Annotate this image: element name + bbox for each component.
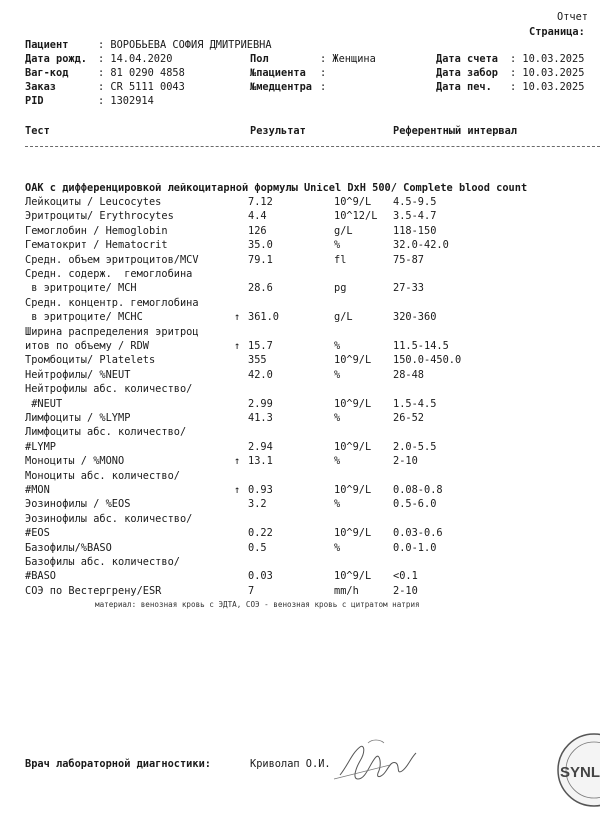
abnormal-flag: ↑ <box>234 484 241 496</box>
result-value: 42.0 <box>248 368 273 381</box>
test-name: Нейтрофилы/ %NEUT <box>25 368 131 381</box>
result-value: 3.2 <box>248 498 267 511</box>
test-name: #LYMP <box>25 440 56 453</box>
test-name: Ширина распределения эритроц <box>25 325 199 338</box>
test-name: Эозинофилы абс. количество/ <box>25 512 193 525</box>
reference-range: 75-87 <box>393 253 424 266</box>
unit: fl <box>334 253 347 266</box>
result-value: 0.93 <box>248 484 273 496</box>
material-note: материал: венозная кровь с ЭДТА, СОЭ - венозная кровь с цитратом натрия <box>95 600 420 609</box>
test-name: #BASO <box>25 570 56 583</box>
column-result: Результат <box>250 125 306 137</box>
result-value: 361.0 <box>248 311 279 324</box>
test-name: СОЭ по Вестергрену/ESR <box>25 584 162 597</box>
section-title: ОАК с дифференцировкой лейкоцитарной формулы Unicel DxH 500/ Complete blood count <box>25 183 528 194</box>
doctor-label: Врач лабораторной диагностики: <box>25 758 211 770</box>
test-name: #EOS <box>25 527 50 540</box>
patient-number-value: : <box>320 67 327 79</box>
abnormal-flag: ↑ <box>234 311 241 324</box>
column-test: Тест <box>25 125 50 137</box>
test-name: Базофилы/%BASO <box>25 541 112 554</box>
invoice-date-label: Дата счета <box>436 53 498 65</box>
test-name: в эритроците/ MCHC <box>25 311 143 324</box>
test-name: #NEUT <box>25 397 63 410</box>
patient-name-value: : ВОРОБЬЕВА СОФИЯ ДМИТРИЕВНА <box>98 39 272 51</box>
unit: 10^12/L <box>334 210 378 223</box>
result-value: 7.12 <box>248 196 273 208</box>
reference-range: 2.0-5.5 <box>393 440 437 453</box>
print-date-value: : 10.03.2025 <box>510 81 585 93</box>
unit: % <box>334 498 341 511</box>
test-name: Лимфоциты абс. количество/ <box>25 426 187 439</box>
reference-range: 32.0-42.0 <box>393 239 449 252</box>
test-name: Средн. содерж. гемоглобина <box>25 268 193 280</box>
reference-range: 4.5-9.5 <box>393 196 437 208</box>
test-name: Базофилы абс. количество/ <box>25 556 180 568</box>
reference-range: 2-10 <box>393 455 418 468</box>
unit: % <box>334 541 341 554</box>
reference-range: 0.03-0.6 <box>393 527 443 540</box>
test-name: в эритроците/ MCH <box>25 282 137 295</box>
print-date-label: Дата печ. <box>436 81 492 93</box>
sex-label: Пол <box>250 53 269 65</box>
result-value: 0.22 <box>248 527 273 540</box>
test-name: Моноциты / %MONO <box>25 455 125 468</box>
reference-range: 1.5-4.5 <box>393 397 437 410</box>
test-name: Средн. концентр. гемоглобина <box>25 296 199 309</box>
reference-range: 11.5-14.5 <box>393 340 449 352</box>
reference-range: <0.1 <box>393 570 418 583</box>
sex-value: : Женщина <box>320 53 376 65</box>
unit: 10^9/L <box>334 484 372 496</box>
result-value: 41.3 <box>248 412 273 424</box>
unit: % <box>334 340 341 352</box>
barcode-label: Ваг-код <box>25 67 69 79</box>
unit: pg <box>334 282 347 295</box>
unit: 10^9/L <box>334 397 372 410</box>
reference-range: 2-10 <box>393 584 418 597</box>
dob-value: : 14.04.2020 <box>98 53 173 65</box>
unit: % <box>334 455 341 468</box>
reference-range: 0.0-1.0 <box>393 541 437 554</box>
unit: 10^9/L <box>334 527 372 540</box>
page-label: Страница: <box>529 26 585 38</box>
result-value: 79.1 <box>248 253 273 266</box>
test-name: Лимфоциты / %LYMP <box>25 412 131 424</box>
pid-label: PID <box>25 95 44 107</box>
result-value: 355 <box>248 354 267 367</box>
reference-range: 320-360 <box>393 311 437 324</box>
result-value: 15.7 <box>248 340 273 352</box>
order-label: Заказ <box>25 81 56 93</box>
test-name: Моноциты абс. количество/ <box>25 469 180 482</box>
invoice-date-value: : 10.03.2025 <box>510 53 585 65</box>
test-name: Нейтрофилы абс. количество/ <box>25 383 193 396</box>
reference-range: 118-150 <box>393 224 437 237</box>
result-value: 7 <box>248 584 255 597</box>
lab-stamp <box>552 730 600 810</box>
test-name: Эритроциты/ Erythrocytes <box>25 210 174 223</box>
center-number-label: №медцентра <box>250 81 312 93</box>
reference-range: 26-52 <box>393 412 424 424</box>
test-name: итов по объему / RDW <box>25 340 149 352</box>
result-value: 35.0 <box>248 239 273 252</box>
reference-range: 150.0-450.0 <box>393 354 462 367</box>
test-name: Эозинофилы / %EOS <box>25 498 131 511</box>
patient-name-label: Пациент <box>25 39 69 51</box>
reference-range: 0.08-0.8 <box>393 484 443 496</box>
reference-range: 3.5-4.7 <box>393 210 437 223</box>
result-value: 4.4 <box>248 210 267 223</box>
unit: 10^9/L <box>334 570 372 583</box>
reference-range: 28-48 <box>393 368 424 381</box>
pid-value: : 1302914 <box>98 95 154 107</box>
reference-range: 0.5-6.0 <box>393 498 437 511</box>
result-value: 2.94 <box>248 440 273 453</box>
signature <box>330 735 420 790</box>
test-name: Средн. объем эритроцитов/MCV <box>25 253 199 266</box>
column-reference: Референтный интервал <box>393 125 517 137</box>
abnormal-flag: ↑ <box>234 455 241 468</box>
test-name: Тромбоциты/ Platelets <box>25 354 156 367</box>
collect-date-label: Дата забор <box>436 67 498 79</box>
unit: % <box>334 239 341 252</box>
collect-date-value: : 10.03.2025 <box>510 67 585 79</box>
unit: g/L <box>334 224 353 237</box>
report-label: Отчет <box>557 11 588 23</box>
unit: mm/h <box>334 584 359 597</box>
test-name: #MON <box>25 484 50 496</box>
unit: 10^9/L <box>334 354 372 367</box>
abnormal-flag: ↑ <box>234 340 241 352</box>
reference-range: 27-33 <box>393 282 424 295</box>
unit: % <box>334 412 341 424</box>
result-value: 0.03 <box>248 570 273 583</box>
unit: 10^9/L <box>334 196 372 208</box>
unit: g/L <box>334 311 353 324</box>
doctor-name: Криволап О.И. <box>250 758 331 770</box>
result-value: 0.5 <box>248 541 267 554</box>
center-number-value: : <box>320 81 327 93</box>
patient-number-label: №пациента <box>250 67 306 79</box>
barcode-value: : 81 0290 4858 <box>98 67 185 79</box>
result-value: 28.6 <box>248 282 273 295</box>
result-value: 126 <box>248 224 267 237</box>
stamp-text: SYNL <box>560 764 600 781</box>
test-name: Лейкоциты / Leucocytes <box>25 196 162 208</box>
unit: % <box>334 368 341 381</box>
test-name: Гематокрит / Hematocrit <box>25 239 168 252</box>
dob-label: Дата рожд. <box>25 53 87 65</box>
test-name: Гемоглобин / Hemoglobin <box>25 224 168 237</box>
result-value: 2.99 <box>248 397 273 410</box>
unit: 10^9/L <box>334 440 372 453</box>
order-value: : CR 5111 0043 <box>98 81 185 93</box>
result-value: 13.1 <box>248 455 273 468</box>
